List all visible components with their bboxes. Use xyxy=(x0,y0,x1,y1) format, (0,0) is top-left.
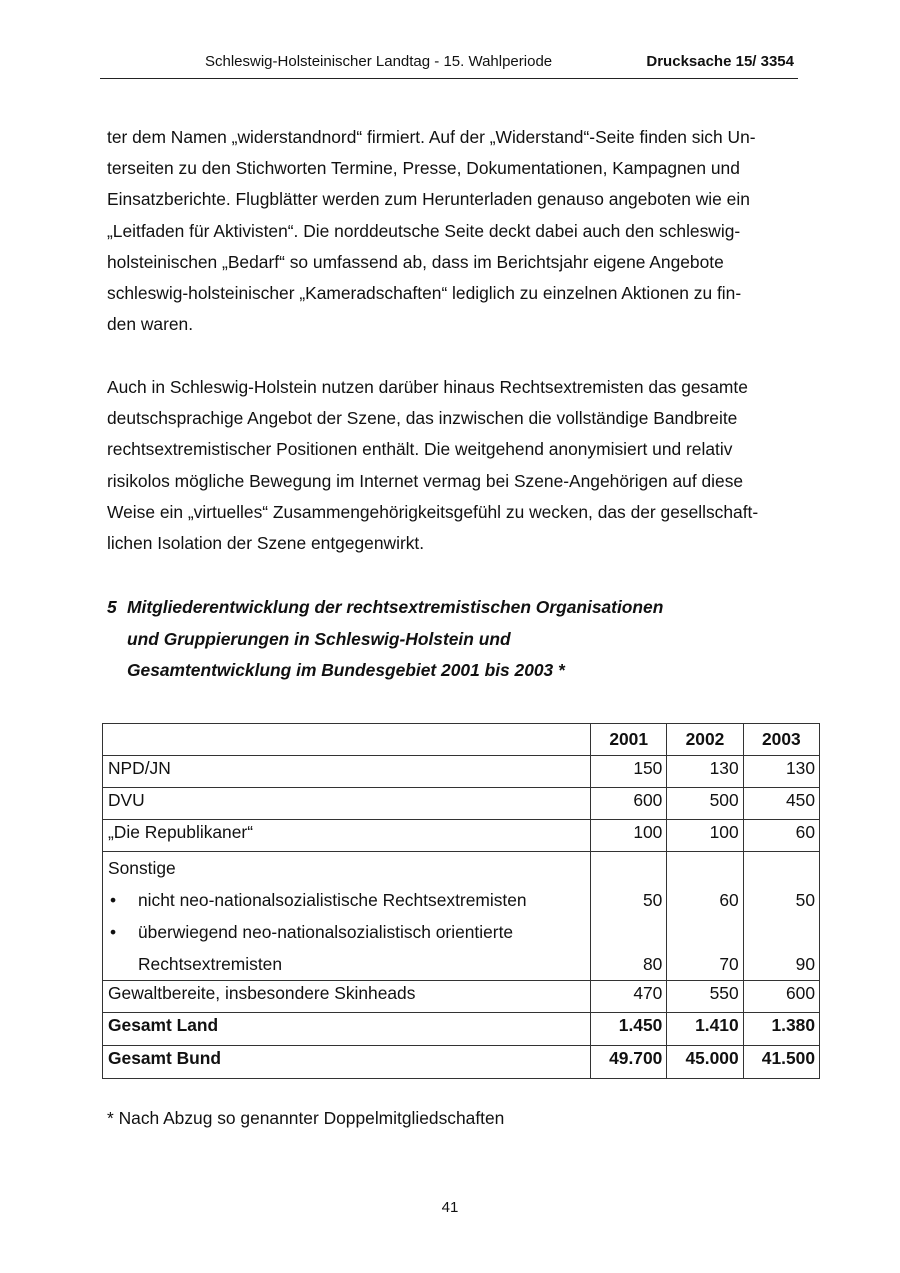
bullet-text: überwiegend neo-nationalsozialistisch orientierte xyxy=(138,922,514,942)
text-line: den waren. xyxy=(107,314,194,335)
page-header xyxy=(100,52,798,79)
paragraph-2 xyxy=(107,372,797,559)
cell-value: 100 xyxy=(667,820,743,852)
cell-value: 90 xyxy=(795,954,815,974)
page-number: 41 xyxy=(441,1199,459,1216)
cell-value: 41.500 xyxy=(743,1046,819,1079)
text-line: schleswig-holsteinischer „Kameradschaften“ lediglich zu einzelnen Aktionen zu fin- xyxy=(107,283,742,304)
cell-value-stack xyxy=(667,852,743,981)
row-label: DVU xyxy=(103,788,591,820)
cell-value: 470 xyxy=(591,981,667,1013)
cell-value: 600 xyxy=(591,788,667,820)
cell-value: 45.000 xyxy=(667,1046,743,1079)
bullet-icon: • xyxy=(110,890,117,910)
row-label: Gewaltbereite, insbesondere Skinheads xyxy=(103,981,591,1013)
row-label: Gesamt Bund xyxy=(103,1046,591,1079)
cell-value: 1.410 xyxy=(667,1013,743,1046)
section-title-line: und Gruppierungen in Schleswig-Holstein und xyxy=(127,628,511,649)
cell-value: 49.700 xyxy=(591,1046,667,1079)
cell-value: 550 xyxy=(667,981,743,1013)
text-line: holsteinischen „Bedarf“ so umfassend ab, dass im Berichtsjahr eigene Angebote xyxy=(107,251,724,272)
text-line: risikolos mögliche Bewegung im Internet vermag bei Szene-Angehörigen auf diese xyxy=(107,470,744,491)
section-heading xyxy=(107,592,807,687)
text-line: Auch in Schleswig-Holstein nutzen darüber hinaus Rechtsextremisten das gesamte xyxy=(107,377,748,397)
text-line: Einsatzberichte. Flugblätter werden zum Herunterladen genauso angeboten wie ein xyxy=(107,189,750,210)
row-label: Gesamt Land xyxy=(103,1013,591,1046)
table-row-total-land xyxy=(103,1013,820,1046)
header-title: Schleswig-Holsteinischer Landtag - 15. Wahlperiode xyxy=(205,53,553,70)
footnote: * Nach Abzug so genannter Doppelmitgliedschaften xyxy=(107,1108,505,1128)
cell-value: 130 xyxy=(667,756,743,788)
table-row xyxy=(103,788,820,820)
cell-value: 1.450 xyxy=(591,1013,667,1046)
text-line: ter dem Namen „widerstandnord“ firmiert. Auf der „Widerstand“-Seite finden sich Un- xyxy=(107,127,756,147)
column-header-2002: 2002 xyxy=(667,724,743,756)
bullet-icon: • xyxy=(110,922,117,942)
cell-value: 130 xyxy=(743,756,819,788)
table-row-sonstige xyxy=(103,852,820,981)
row-label: NPD/JN xyxy=(103,756,591,788)
table-row xyxy=(103,756,820,788)
bullet-text: nicht neo-nationalsozialistische Rechtsextremisten xyxy=(138,890,527,910)
cell-value: 70 xyxy=(719,954,739,974)
cell-value: 50 xyxy=(642,890,663,910)
table-row-total-bund xyxy=(103,1046,820,1079)
bullet-item xyxy=(108,916,585,980)
column-header-2003: 2003 xyxy=(743,724,819,756)
text-line: rechtsextremistischer Positionen enthält. Die weitgehend anonymisiert und relativ xyxy=(107,439,733,460)
section-title-line: Mitgliederentwicklung der rechtsextremistischen Organisationen xyxy=(127,597,664,617)
column-header-2001: 2001 xyxy=(591,724,667,756)
row-label: „Die Republikaner“ xyxy=(103,820,591,852)
text-line: lichen Isolation der Szene entgegenwirkt. xyxy=(107,533,425,554)
column-header-empty xyxy=(103,724,591,756)
text-line: terseiten zu den Stichworten Termine, Presse, Dokumentationen, Kampagnen und xyxy=(107,158,740,179)
cell-value: 60 xyxy=(743,820,819,852)
table-row xyxy=(103,981,820,1013)
row-label-sonstige xyxy=(103,852,591,981)
table-header-row xyxy=(103,724,820,756)
cell-value: 600 xyxy=(743,981,819,1013)
bullet-text-continued: Rechtsextremisten xyxy=(138,954,283,974)
cell-value: 1.380 xyxy=(743,1013,819,1046)
table-row xyxy=(103,820,820,852)
bullet-item xyxy=(108,884,585,916)
section-number: 5 xyxy=(107,597,117,617)
section-title-line: Gesamtentwicklung im Bundesgebiet 2001 bis 2003 * xyxy=(127,660,565,680)
cell-value: 60 xyxy=(719,890,739,910)
cell-value-stack xyxy=(743,852,819,981)
cell-value: 150 xyxy=(591,756,667,788)
cell-value: 500 xyxy=(667,788,743,820)
paragraph-1 xyxy=(107,122,797,340)
membership-table xyxy=(102,723,820,1079)
text-line: Weise ein „virtuelles“ Zusammengehörigkeitsgefühl zu wecken, das der gesellschaft- xyxy=(107,501,759,522)
text-line: deutschsprachige Angebot der Szene, das inzwischen die vollständige Bandbreite xyxy=(107,408,738,429)
cell-value: 100 xyxy=(591,820,667,852)
cell-value: 50 xyxy=(795,890,815,910)
cell-value-stack xyxy=(591,852,667,981)
cell-value: 80 xyxy=(642,954,663,974)
text-line: „Leitfaden für Aktivisten“. Die norddeutsche Seite deckt dabei auch den schleswig- xyxy=(107,220,741,241)
document-number: Drucksache 15/ 3354 xyxy=(646,53,794,70)
sonstige-label: Sonstige xyxy=(108,858,176,878)
cell-value: 450 xyxy=(743,788,819,820)
